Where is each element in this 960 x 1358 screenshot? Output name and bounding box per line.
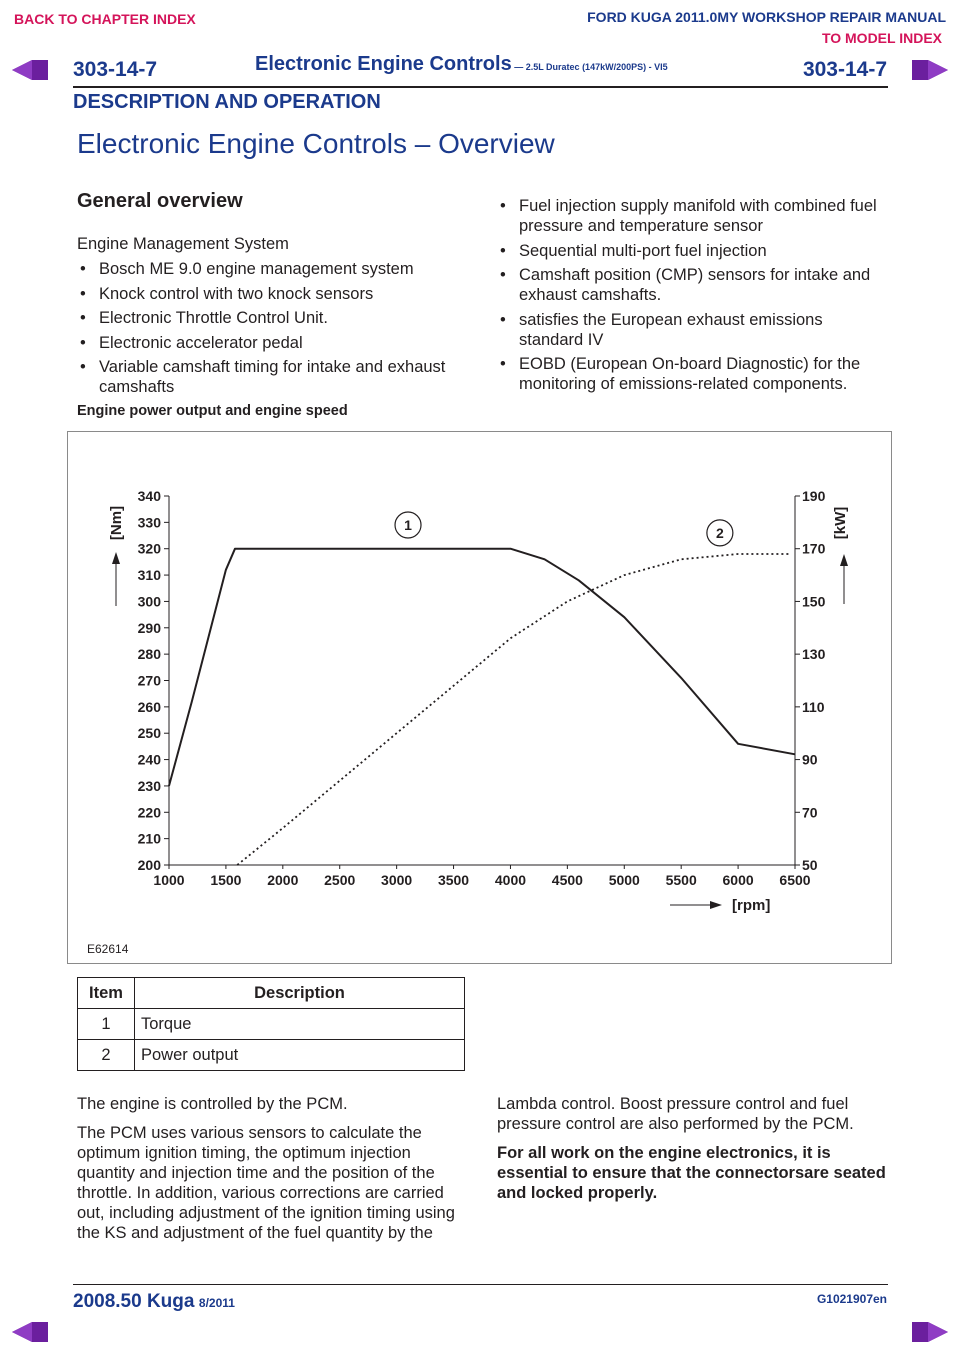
- arrow-left-icon[interactable]: [10, 1320, 50, 1344]
- y-left-tick-label: 290: [137, 619, 161, 636]
- table-header-description: Description: [135, 978, 465, 1009]
- x-tick-label: 6500: [779, 872, 811, 888]
- y-left-tick-label: 270: [137, 672, 161, 689]
- footer-date: 8/2011: [198, 1296, 235, 1310]
- series-2-line: [237, 554, 789, 865]
- table-cell: Power output: [135, 1040, 465, 1071]
- x-tick-label: 3000: [381, 872, 413, 888]
- list-item: • satisfies the European exhaust emissions standard IV: [500, 310, 823, 349]
- header-title: Electronic Engine Controls: [255, 53, 512, 75]
- arrow-left-icon[interactable]: [10, 58, 50, 82]
- page-title: Electronic Engine Controls – Overview: [77, 128, 555, 159]
- y-left-tick-label: 260: [137, 698, 161, 715]
- x-tick-label: 2500: [324, 872, 356, 888]
- intro-text: Engine Management System: [77, 235, 289, 253]
- y-right-tick-label: 130: [802, 646, 826, 663]
- bullet-icon: •: [500, 241, 506, 260]
- list-item: • Sequential multi-port fuel injection: [500, 241, 767, 260]
- y-right-tick-label: 70: [802, 804, 818, 821]
- y-axis-right-label: [kW]: [832, 506, 849, 540]
- list-item: • Knock control with two knock sensors: [80, 284, 374, 303]
- y-right-tick-label: 190: [802, 488, 826, 504]
- table-header-row: [78, 978, 465, 1009]
- x-tick-label: 5000: [608, 872, 640, 888]
- y-left-tick-label: 230: [137, 777, 161, 794]
- left-bullet-list: [77, 259, 469, 397]
- list-item: • Camshaft position (CMP) sensors for intake and exhaust camshafts.: [500, 266, 871, 304]
- bullet-icon: •: [500, 266, 506, 284]
- list-item: • Electronic accelerator pedal: [80, 333, 303, 352]
- bullet-icon: •: [80, 358, 86, 376]
- to-model-index-link[interactable]: TO MODEL INDEX: [821, 30, 942, 46]
- bullet-icon: •: [500, 310, 506, 329]
- figure-frame: [67, 431, 892, 964]
- x-tick-label: 6000: [722, 872, 754, 888]
- footer-model: 2008.50 Kuga: [73, 1291, 195, 1312]
- list-item: • EOBD (European On-board Diagnostic) for the monitoring of emissions-related components.: [500, 355, 861, 393]
- table-row: [78, 1040, 465, 1071]
- bullet-icon: •: [80, 333, 86, 352]
- x-tick-label: 3500: [437, 872, 470, 888]
- callout-label: 1: [404, 516, 412, 533]
- y-left-tick-label: 300: [137, 593, 161, 610]
- y-left-tick-label: 310: [137, 567, 161, 584]
- body-paragraph: The PCM uses various sensors to calculate the optimum ignition timing, the optimum injection quantity and injection time and the position of the throttle. In addition, various corrections are carried out, including adjustment of the ignition timing using the KS and adjustment of the fuel quantity by the: [77, 1124, 455, 1242]
- header-subtitle: — 2.5L Duratec (147kW/200PS) - VI5: [511, 62, 668, 72]
- x-tick-label: 1000: [153, 872, 185, 888]
- bullet-icon: •: [80, 260, 86, 278]
- body-paragraph: The engine is controlled by the PCM.: [77, 1095, 348, 1113]
- y-left-tick-label: 320: [137, 540, 161, 557]
- list-item: • Fuel injection supply manifold with combined fuel pressure and temperature sensor: [500, 197, 877, 235]
- y-right-tick-label: 170: [802, 540, 826, 557]
- bullet-icon: •: [500, 355, 506, 373]
- warning-paragraph: For all work on the engine electronics, it is essential to ensure that the connectorsare seated and locked properly.: [497, 1144, 886, 1202]
- table-cell: 2: [78, 1040, 135, 1071]
- torque-power-chart: [68, 432, 891, 963]
- header-title-block: [255, 53, 668, 76]
- body-paragraph: Lambda control. Boost pressure control and fuel pressure control are also performed by the PCM.: [497, 1095, 854, 1133]
- items-table: [77, 977, 465, 1071]
- arrow-up-icon: [112, 552, 120, 564]
- y-left-tick-label: 220: [137, 804, 161, 821]
- x-tick-label: 4500: [551, 872, 583, 888]
- footer-rule: [73, 1284, 888, 1285]
- y-left-tick-label: 240: [137, 751, 161, 768]
- table-cell: Torque: [135, 1009, 465, 1040]
- body-left-column: [77, 1094, 469, 1252]
- y-left-tick-label: 200: [137, 857, 161, 873]
- back-to-chapter-index-link[interactable]: BACK TO CHAPTER INDEX: [14, 11, 196, 27]
- bullet-icon: •: [80, 309, 86, 327]
- series-1-line: [169, 549, 795, 786]
- page-number-left: 303-14-7: [73, 58, 158, 81]
- arrow-right-icon[interactable]: [910, 1320, 950, 1344]
- footer-code: G1021907en: [816, 1292, 887, 1306]
- x-tick-label: 1500: [210, 872, 242, 888]
- y-right-tick-label: 110: [802, 698, 825, 715]
- x-tick-label: 2000: [267, 872, 299, 888]
- arrow-up-icon: [840, 554, 848, 566]
- x-axis-label: [rpm]: [732, 897, 771, 914]
- table-header-item: Item: [78, 978, 135, 1009]
- y-right-tick-label: 90: [802, 751, 818, 768]
- bullet-icon: •: [80, 284, 86, 303]
- y-left-tick-label: 330: [137, 514, 161, 531]
- general-overview-heading: General overview: [77, 190, 243, 212]
- right-column: [497, 196, 889, 399]
- x-tick-label: 5500: [665, 872, 697, 888]
- arrow-right-icon: [710, 901, 722, 909]
- list-item: • Bosch ME 9.0 engine management system: [80, 260, 414, 278]
- callout-label: 2: [715, 524, 724, 541]
- y-left-tick-label: 250: [137, 725, 161, 742]
- table-row: [78, 1009, 465, 1040]
- left-column: [77, 190, 469, 402]
- footer-model-block: [73, 1291, 235, 1313]
- list-item: • Variable camshaft timing for intake and exhaust camshafts: [80, 358, 446, 396]
- x-tick-label: 4000: [494, 872, 527, 888]
- header-rule: [73, 86, 888, 88]
- figure-id: E62614: [87, 942, 129, 956]
- y-right-tick-label: 50: [802, 857, 818, 873]
- arrow-right-icon[interactable]: [910, 58, 950, 82]
- body-right-column: [497, 1094, 889, 1212]
- y-left-tick-label: 210: [137, 830, 161, 847]
- bullet-icon: •: [500, 197, 506, 215]
- manual-title: FORD KUGA 2011.0MY WORKSHOP REPAIR MANUAL: [587, 9, 946, 25]
- list-item: • Electronic Throttle Control Unit.: [80, 309, 328, 327]
- section-title: DESCRIPTION AND OPERATION: [73, 91, 381, 113]
- table-cell: 1: [78, 1009, 135, 1040]
- y-right-tick-label: 150: [802, 593, 826, 610]
- right-bullet-list: [497, 196, 889, 394]
- y-left-tick-label: 280: [137, 646, 161, 663]
- y-left-tick-label: 340: [137, 488, 161, 504]
- y-axis-left-label: [Nm]: [108, 505, 125, 541]
- page-number-right: 303-14-7: [802, 58, 887, 81]
- figure-caption: Engine power output and engine speed: [77, 403, 348, 419]
